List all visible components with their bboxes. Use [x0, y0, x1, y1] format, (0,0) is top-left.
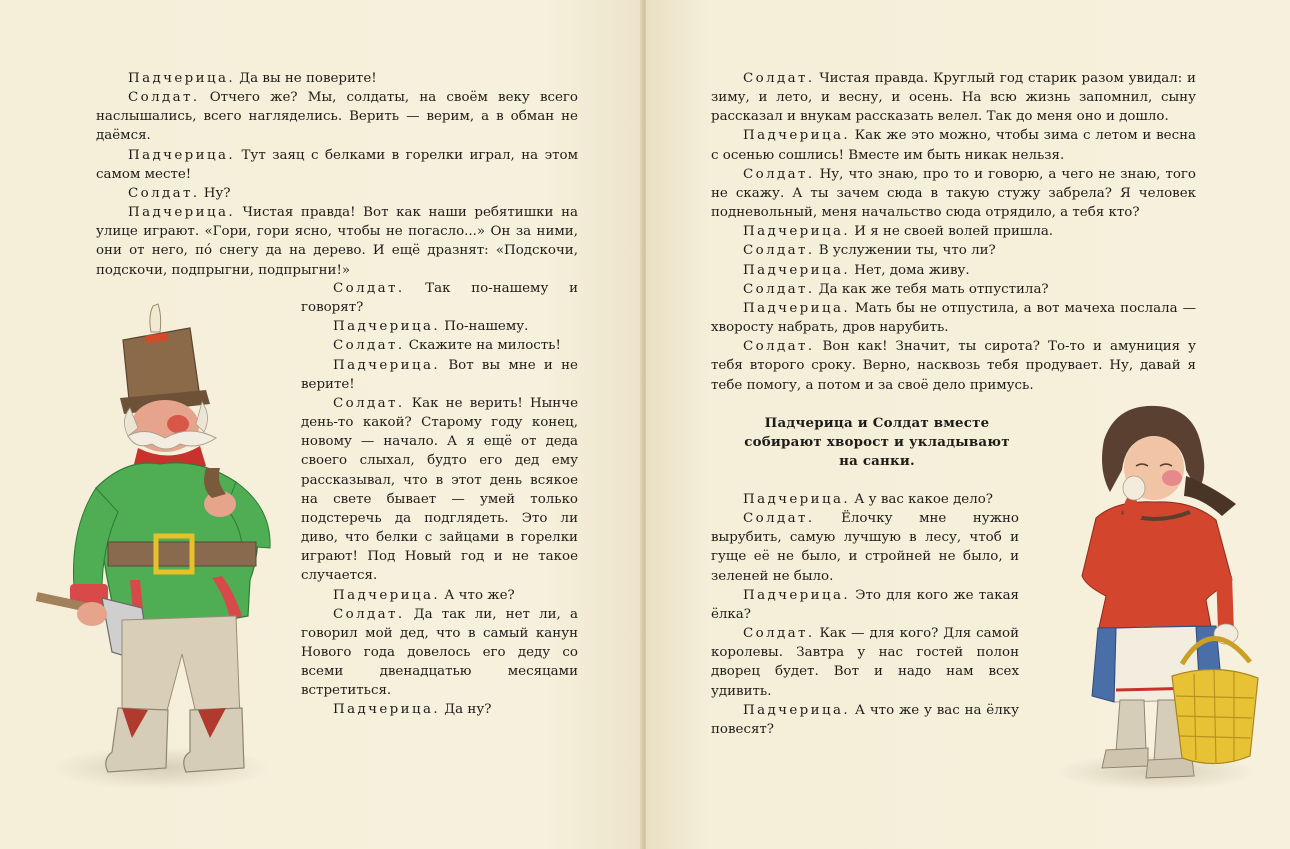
speaker-name: Падчерица.: [743, 492, 851, 507]
speaker-name: Солдат.: [743, 71, 815, 86]
speaker-name: Солдат.: [743, 166, 815, 182]
dialogue-line: [96, 146, 578, 184]
line-text: Чистая правда. Круглый год старик разом увидал: и зиму, и лето, и весну, и осень. На всю жизнь запомнил, сыну рассказал и внукам рассказать велел. Так до меня оно и дошло.: [711, 71, 1196, 125]
line-text: Чистая правда! Вот как наши ребятишки на улице играют. «Гори, гори ясно, чтобы не погасло...» Он за ними, они от него, пó снегу да на дерево. И ещё дразнят: «Подскочи, подскочи, подпрыгни, подпрыгни!»: [96, 205, 578, 278]
speaker-name: Солдат.: [333, 395, 405, 411]
line-text: Да вы не поверите!: [235, 71, 377, 86]
dialogue-line: [301, 279, 578, 317]
speaker-name: Падчерица.: [128, 71, 236, 86]
line-text: Так по-нашему и говорят?: [301, 281, 578, 316]
line-text: Да ну?: [440, 702, 492, 718]
speaker-name: Падчерица.: [333, 319, 441, 335]
speaker-name: Солдат.: [128, 185, 200, 201]
dialogue-line: [711, 624, 1019, 701]
left-page: [0, 0, 643, 849]
line-text: Да так ли, нет ли, а говорил мой дед, что в самый канун Нового года довелось его деду со всеми двенадцатью месяцами встретиться.: [301, 606, 578, 699]
soldier-illustration: [30, 298, 285, 798]
line-text: Тут заяц с белками в горелки играл, на этом самом месте!: [96, 147, 578, 182]
dialogue-line: [711, 490, 1019, 509]
dialogue-line: [301, 605, 578, 701]
line-text: Вот вы мне и не верите!: [301, 357, 578, 392]
speaker-name: Солдат.: [743, 626, 815, 642]
dialogue-line: [301, 336, 578, 355]
speaker-name: Солдат.: [333, 606, 405, 622]
stage-direction-text: Падчерица и Солдат вместе собирают хворост и укладывают на санки.: [744, 415, 1010, 470]
dialogue-line: [301, 394, 578, 586]
speaker-name: Падчерица.: [333, 702, 441, 718]
left-top-text: [96, 69, 578, 280]
line-text: Вон как! Значит, ты сирота? То-то и амуниция у тебя второго сроку. Верно, насквозь тебя продувает. Ну, давай я тебе помогу, а потом и за своё дело примусь.: [711, 339, 1196, 393]
speaker-name: Падчерица.: [743, 262, 851, 278]
dialogue-line: [96, 88, 578, 145]
speaker-name: Солдат.: [743, 281, 815, 297]
speaker-name: Падчерица.: [128, 147, 236, 163]
dialogue-line: [711, 337, 1196, 394]
speaker-name: Падчерица.: [333, 587, 441, 603]
speaker-name: Солдат.: [743, 511, 815, 527]
speaker-name: Солдат.: [743, 339, 815, 355]
dialogue-line: [711, 126, 1196, 164]
line-text: Ну?: [199, 185, 231, 201]
right-column-text: [711, 490, 1019, 739]
dialogue-line: [711, 69, 1196, 126]
line-text: А что же у вас на ёлку повесят?: [711, 702, 1019, 737]
dialogue-line: [96, 69, 578, 88]
dialogue-line: [301, 356, 578, 394]
right-top-text: [711, 69, 1196, 395]
speaker-name: Падчерица.: [333, 357, 441, 373]
line-text: Ёлочку мне нужно вырубить, самую лучшую в лесу, чтоб и гуще её не было, и стройней не было, и зеленей не было.: [711, 511, 1019, 584]
dialogue-line: [301, 586, 578, 605]
girl-illustration: [1036, 400, 1266, 795]
speaker-name: Солдат.: [333, 338, 405, 354]
speaker-name: Падчерица.: [128, 205, 236, 221]
line-text: И я не своей волей пришла.: [850, 224, 1054, 240]
line-text: Отчего же? Мы, солдаты, на своём веку всего наслышались, всего нагляделись. Верить — верим, а в обман не даёмся.: [96, 90, 578, 144]
dialogue-line: [711, 280, 1196, 299]
stage-direction: [742, 414, 1012, 471]
dialogue-line: [711, 586, 1019, 624]
line-text: Как же это можно, чтобы зима с летом и весна с осенью сошлись! Вместе им быть никак нельзя.: [711, 128, 1196, 163]
line-text: А что же?: [440, 587, 515, 603]
speaker-name: Падчерица.: [743, 300, 851, 316]
line-text: Скажите на милость!: [404, 338, 561, 354]
line-text: Как не верить! Нынче день-то какой? Старому году конец, новому — начало. А я ещё от деда своего слыхал, будто его дед ему рассказывал, что в этот день всякое на свете бывает — умей только подстеречь да подглядеть. Это ли диво, что белки с зайцами в горелки играют! Под Новый год и не такое случается.: [301, 395, 578, 584]
dialogue-line: [96, 184, 578, 203]
speaker-name: Солдат.: [333, 281, 405, 296]
dialogue-line: [711, 165, 1196, 222]
line-text: Да как же тебя мать отпустила?: [814, 281, 1049, 297]
dialogue-line: [301, 700, 578, 719]
dialogue-line: [711, 509, 1019, 586]
line-text: Нет, дома живу.: [850, 262, 970, 278]
speaker-name: Падчерица.: [743, 587, 851, 603]
speaker-name: Солдат.: [743, 243, 815, 259]
speaker-name: Падчерица.: [743, 702, 851, 718]
right-page: [646, 0, 1290, 849]
speaker-name: Падчерица.: [743, 224, 851, 240]
dialogue-line: [711, 299, 1196, 337]
dialogue-line: [96, 203, 578, 280]
line-text: В услужении ты, что ли?: [814, 243, 996, 259]
line-text: А у вас какое дело?: [850, 492, 993, 507]
line-text: Как — для кого? Для самой королевы. Завтра у нас гостей полон дворец будет. Вот и надо нам всех удивить.: [711, 626, 1019, 699]
line-text: По-нашему.: [440, 319, 529, 335]
speaker-name: Солдат.: [128, 90, 200, 106]
dialogue-line: [711, 241, 1196, 260]
dialogue-line: [711, 701, 1019, 739]
line-text: Ну, что знаю, про то и говорю, а чего не знаю, того не скажу. А ты зачем сюда в такую стужу забрела? Я человек подневольный, меня начальство сюда отрядило, а тебя кто?: [711, 166, 1196, 221]
left-column-text: [301, 279, 578, 720]
dialogue-line: [301, 317, 578, 336]
line-text: Это для кого же такая ёлка?: [711, 587, 1019, 622]
speaker-name: Падчерица.: [743, 128, 851, 144]
line-text: Мать бы не отпустила, а вот мачеха послала — хворосту набрать, дров нарубить.: [711, 300, 1196, 336]
dialogue-line: [711, 261, 1196, 280]
dialogue-line: [711, 222, 1196, 241]
